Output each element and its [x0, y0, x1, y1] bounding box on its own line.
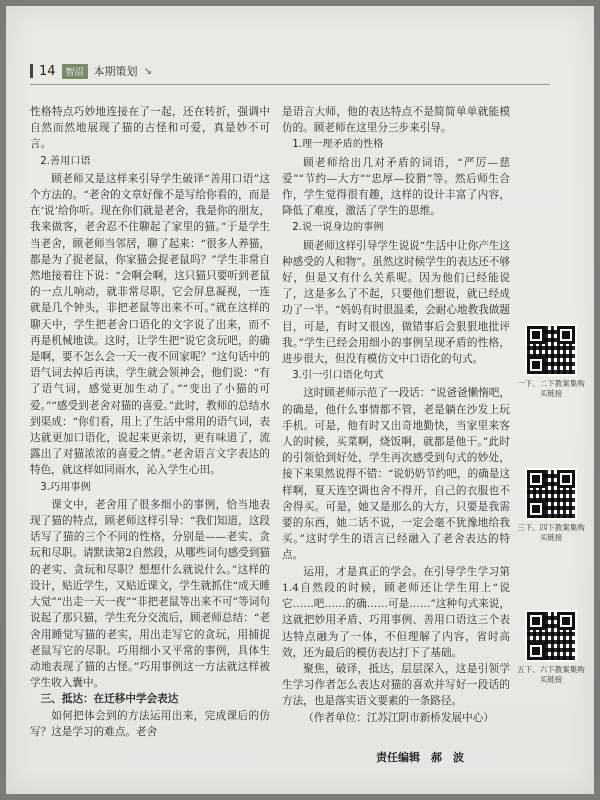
responsible-editor: 责任编辑 郝 波: [376, 751, 464, 764]
subheading: 3.引一引口语化句式: [292, 370, 384, 382]
page-number: 14: [39, 63, 56, 79]
left-column: [30, 104, 270, 740]
paragraph: 性格特点巧妙地连接在了一起，还在转折，强调中自然而然地展现了猫的古怪和可爱，真是妙不可言。: [30, 106, 270, 151]
qr-block-3[interactable]: [516, 610, 586, 685]
paragraph: 顾老师给出几对矛盾的词语，“严厉—慈爱”“节约—大方”“忠厚—狡猾”等。然后师生合作，学生觉得很有趣，这样的设计丰富了内容，降低了难度，激活了学生的思维。: [282, 156, 510, 218]
subheading: 三、抵达：在迁移中学会表达: [40, 693, 179, 706]
paragraph: 聚焦，破译，抵达，层层深入，这是引领学生学习作者怎么表达对猫的喜欢并写好一段话的方法，也是落实语文要素的一条路径。: [282, 662, 510, 708]
paragraph: （作者单位：江苏江阴市新桥发展中心）: [303, 711, 494, 724]
paragraph: 这时顾老师示范了一段话：“说爸爸懒惰吧，的确是，他什么事情都不管，老是躺在沙发上玩手机。可是，他有时又出奇地勤快，当家里来客人的时候，买菜啊，烧饭啊，就都是他干。”此时的引领恰到好处，学生再次感受到句式的妙处，接下来果然说得不错：“说奶奶节约吧，的确是这样啊，夏天连空调也舍不得开，自己的衣服也不舍得买。可是，她又是那么的大方，只要是我需要的东西，她二话不说，一定会毫不犹豫地给我买。”这时学生的语言已经融入了老舍表达的特点。: [282, 387, 510, 562]
page-header: [30, 62, 550, 80]
right-column: [282, 104, 510, 726]
qr-block-2[interactable]: [516, 468, 586, 543]
qr-label: 三下、四下教案集购买链接: [517, 523, 585, 542]
subheading: 1.理一理矛盾的性格: [292, 139, 384, 151]
magazine-page: [6, 6, 594, 794]
header-rule: [30, 84, 550, 85]
paragraph: 是语言大师，他的表达特点不是简简单单就能模仿的。顾老师在这里分三步来引导。: [282, 106, 510, 135]
paragraph: 运用，才是真正的学会。在引导学生学习第1.4自然段的时候，顾老师还让学生用上“说它……吧……的确……可是……”这种句式来说，这就把妙用矛盾、巧用事例、善用口语这三个表达特点融为了一体，不但理解了内容，省时高效，还为最后的模仿表达打下了基础。: [282, 565, 510, 659]
subheading: 2.善用口语: [40, 155, 91, 167]
paragraph: 顾老师又是这样来引导学生破译“善用口语”这个方法的。“老舍的文章好像不是写给你看的，而是在‘说’给你听。现在你们就是老舍，我是你的朋友，我来做客，老舍忍不住聊起了家里的猫。”于是学生当老舍，顾老师当邻居，聊了起来：“很多人养猫，都是为了捉老鼠，你家猫会捉老鼠吗？”学生非常自然地接着往下说：“会啊会啊，这只猫只要听到老鼠的一点儿响动，就非常尽职，它会屏息凝视，一连就是几个钟头，非把老鼠等出来不可。”就在这样的聊天中，学生把老舍口语化的文字说了出来，而不再是机械地读。这时，让学生把“说它贪玩吧，的确是啊，要不怎么会一天一夜不回家呢？”这句话中的语气词去掉后再读，学生就会领神会，他们说：“有了语气词，感觉更加生动了。”“变出了小猫的可爱。”“感受到老舍对猫的喜爱。”此时，教师的总结水到渠成：“你们看，用上了生活中常用的语气词，表达就更加口语化，说起来更亲切，更有味道了，流露出了对猫浓浓的喜爱之情。”老舍语言文字表达的特色，就这样如同雨水，沁入学生心田。: [30, 172, 270, 477]
section-badge: 智沼: [62, 64, 88, 79]
paragraph: 如何把体会到的方法运用出来，完成课后的仿写？这是学习的难点。老舍: [30, 709, 270, 738]
arrow-icon: ↘: [143, 65, 152, 77]
subheading: 3.巧用事例: [40, 481, 91, 493]
header-bar: [30, 64, 33, 78]
qr-label: 五下、六下教案集购买链接: [517, 665, 585, 684]
qr-code-icon[interactable]: [525, 610, 577, 662]
qr-code-icon[interactable]: [525, 324, 577, 376]
section-title: 本期策划: [93, 65, 138, 78]
qr-label: 一下、二下教案集购买链接: [517, 379, 585, 398]
qr-code-icon[interactable]: [525, 468, 577, 520]
subheading: 2.说一说身边的事例: [292, 222, 384, 234]
paragraph: 课文中，老舍用了很多细小的事例，恰当地表现了猫的特点，顾老师这样引导：“我们知道，这段话写了猫的三个不同的性格，分别是——老实、贪玩和尽职。请默读第2自然段，从哪些词句感受到猫的老实、贪玩和尽职？想想什么就说什么。”这样的设计，贴近学生，又贴近课文，学生就抓住“成天睡大觉”“出走一天一夜”“非把老鼠等出来不可”等词句说起了那只猫，学生充分交流后，顾老师总结：“老舍用睡觉写猫的老实，用出走写它的贪玩，用捕捉老鼠写它的尽职。巧用细小又平常的事例，具体生动地表现了猫的古怪。”巧用事例这一方法就这样被学生收入囊中。: [30, 498, 270, 690]
paragraph: 顾老师这样引导学生说说“生活中让你产生这种感受的人和物”。虽然这时候学生的表达还不够好，但是又有什么关系呢。因为他们已经能说了，这是多么了不起，只要他们想说，就已经成功了一半。“妈妈有时很温柔，会耐心地教我做题目，可是，有时又很凶，做错事后会狠狠地批评我。”学生已经会用细小的事例呈现矛盾的性格，进步很大，但没有模仿文中口语化的句式。: [282, 239, 510, 366]
qr-block-1[interactable]: [516, 324, 586, 399]
